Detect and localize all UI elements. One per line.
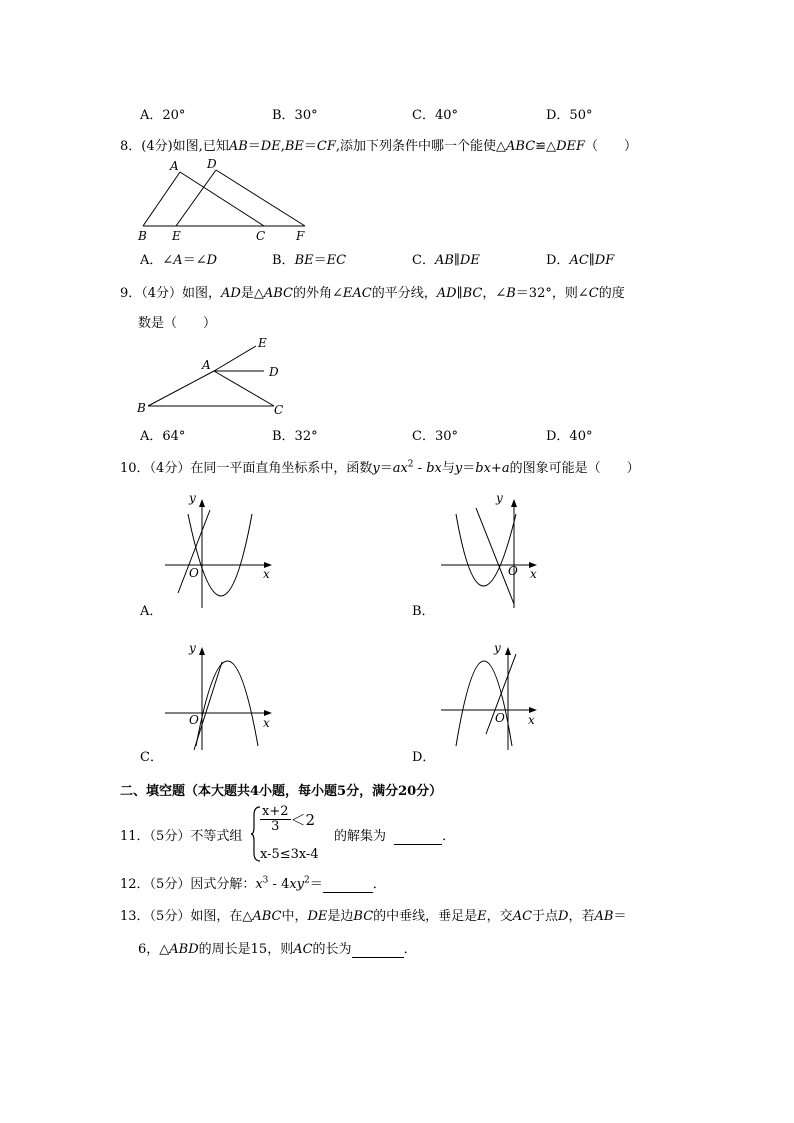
q13-stem-line2 (138, 938, 417, 958)
q13-e: E (477, 909, 487, 924)
q9-label-e: E (258, 336, 267, 350)
q12-mid: - 4 (268, 877, 290, 892)
q13-de: DE (307, 909, 328, 924)
q8-label-e: E (172, 229, 181, 243)
q8-opt-b-a: BE (294, 253, 314, 268)
q10-graph-d-svg (436, 638, 556, 753)
q12-pre: 12．（5分）因式分解： (120, 877, 256, 892)
q10-graph-b-svg (436, 488, 556, 613)
q8-opt-a-mid: ＝∠ (182, 253, 207, 268)
q9-abc: ABC (263, 286, 293, 301)
q11-post (334, 825, 455, 845)
q10-f2-eq: ＝ (462, 461, 476, 476)
q8-eq1: ＝ (247, 139, 261, 154)
q8-opt-c-key: C． (412, 253, 435, 268)
q9-stem-line1 (120, 282, 625, 301)
q12-sup2: 2 (304, 875, 310, 886)
q8-opt-a-pre: ∠ (162, 253, 174, 268)
q9-c: C (588, 286, 599, 301)
q8-opt-a-key: A． (140, 253, 163, 268)
q10-a-y-arrow (199, 499, 205, 507)
q8-opt-c-b: DE (459, 253, 480, 268)
q9-deg: 的度 (598, 286, 625, 301)
q13-ac2: AC (293, 942, 313, 957)
q9-label-d: D (269, 365, 279, 379)
q10-c-line (194, 662, 222, 750)
q7-option-b: B．30° (272, 108, 318, 123)
q10-b-y-arrow (511, 499, 517, 507)
q13-d: D (558, 909, 569, 924)
q10-a-parabola (188, 514, 252, 596)
q10-f1-y: y (372, 461, 380, 476)
q8-tri-def: DEF (556, 139, 585, 154)
q8-opt-c-mid: ∥ (453, 253, 460, 268)
q9-triangle-svg (134, 334, 294, 419)
q9-b: B (506, 286, 516, 301)
q8-cong: ≌△ (535, 139, 557, 154)
q11-ineq1 (260, 805, 315, 834)
q8-option-d (546, 249, 614, 268)
q8-label-a: A (170, 159, 179, 173)
q13-ab: AB (594, 909, 614, 924)
q13-mid3: 的中垂线，垂足是 (373, 909, 478, 924)
q8-comma: , (280, 139, 285, 154)
q9-figure (134, 334, 294, 419)
q8-figure (134, 156, 314, 246)
q10-c-y-label: y (189, 641, 196, 655)
q10-f1-eq: ＝ (379, 461, 393, 476)
q10-c-x-label: x (263, 716, 270, 730)
q9-eac: EAC (342, 286, 372, 301)
q8-opt-d-mid: ∥ (588, 253, 595, 268)
q10-a-y-label: y (189, 491, 196, 505)
q10-graph-a-svg (160, 488, 280, 613)
q13-stem-line1 (120, 905, 626, 924)
q11-end: ． (442, 829, 456, 844)
q10-d-y-label: y (494, 641, 501, 655)
q11-numerator: x+2 (262, 804, 289, 819)
q7-option-c: C．40° (412, 108, 458, 123)
q13-mid6: ，若 (568, 909, 595, 924)
q8-label-c: C (256, 229, 266, 243)
q8-stem-mid: ,添加下列条件中哪一个能使△ (335, 139, 507, 154)
q10-f1-sup: 2 (407, 459, 414, 470)
q8-cf: CF (316, 139, 336, 154)
q9-is: 是△ (240, 286, 264, 301)
q10-graph-a (160, 488, 280, 613)
q12-answer-blank[interactable] (323, 877, 373, 893)
q11-fraction (260, 805, 291, 834)
q11-post-text: 的解集为 (334, 829, 387, 844)
q12-xy: xy (289, 877, 305, 892)
q12-stem (120, 873, 386, 893)
q13-eq: ＝ (613, 909, 627, 924)
q9-par: ∥ (456, 286, 463, 301)
section-2-title: 二、填空题（本大题共4小题，每小题5分，满分20分） (120, 784, 443, 799)
q9-option-c: C．30° (412, 429, 458, 444)
q10-f1-ax: ax (392, 461, 408, 476)
q10-c-parabola (196, 661, 258, 746)
q9-option-a: A．64° (140, 429, 186, 444)
q12-end: ． (372, 877, 386, 892)
q10-f2-plus: + (490, 461, 502, 476)
q8-line-df (216, 170, 305, 226)
q13-mid2: 是边 (327, 909, 354, 924)
q9-line-ae (214, 346, 256, 371)
q8-option-b (272, 249, 346, 268)
q7-option-a: A．20° (140, 108, 186, 123)
q9-label-a: A (202, 358, 211, 372)
q13-pre: 13．（5分）如图，在△ (120, 909, 253, 924)
q8-line-ba (143, 172, 180, 226)
q8-opt-b-b: EC (326, 253, 347, 268)
q9-label-b: B (137, 401, 146, 415)
q13-line2c: 的长为 (312, 942, 352, 957)
q10-d-parabola (456, 661, 512, 746)
q10-option-d: D． (412, 750, 436, 765)
q8-opt-d-key: D． (546, 253, 570, 268)
q11-answer-blank[interactable] (394, 829, 442, 845)
q9-bisector: 的平分线， (371, 286, 437, 301)
q10-d-y-arrow (505, 647, 511, 655)
q8-triangles-svg (134, 156, 314, 246)
q10-f1-bx: bx (426, 461, 442, 476)
q13-mid4: ，交 (486, 909, 513, 924)
q8-opt-a-b: D (206, 253, 218, 268)
q10-pre: 10．（4分）在同一平面直角坐标系中，函数 (120, 461, 373, 476)
q10-graph-c (160, 638, 280, 753)
q8-eq2: ＝ (303, 139, 317, 154)
q9-outer: 的外角∠ (293, 286, 343, 301)
q8-label-d: D (207, 157, 217, 171)
q13-mid1: 中， (281, 909, 308, 924)
q13-abc: ABC (252, 909, 282, 924)
q9-pre: 9．（4分）如图， (120, 286, 222, 301)
q8-stem-text: 8．(4分)如图,已知 (120, 139, 229, 154)
q8-opt-b-mid: ＝ (313, 253, 327, 268)
q9-option-b: B．32° (272, 429, 318, 444)
q9-option-d: D．40° (546, 429, 593, 444)
q9-eq32: ＝32°，则∠ (515, 286, 589, 301)
q10-d-x-label: x (528, 713, 535, 727)
q11-denominator: 3 (271, 819, 280, 834)
q10-f1-minus: - (413, 461, 427, 476)
q12-eq: ＝ (309, 877, 323, 892)
q8-option-c (412, 249, 480, 268)
q10-b-y-label: y (496, 491, 503, 505)
q10-b-line (476, 508, 514, 604)
q10-f2-a: a (501, 461, 510, 476)
q8-be: BE (284, 139, 304, 154)
q8-label-f: F (296, 229, 305, 243)
q10-option-c: C． (140, 750, 163, 765)
q13-line2b: 的周长是15，则 (198, 942, 294, 957)
q10-option-b: B． (412, 604, 435, 619)
q9-line-ac (214, 371, 274, 406)
q10-option-a: A． (140, 604, 163, 619)
q11-ineq2: x-5≤3x-4 (260, 847, 319, 862)
q8-opt-c-a: AB (434, 253, 454, 268)
q13-answer-blank[interactable] (352, 942, 404, 958)
q12-sup3: 3 (262, 875, 269, 886)
q10-d-origin: O (495, 711, 505, 725)
q8-opt-d-a: AC (569, 253, 589, 268)
q10-graph-b (436, 488, 556, 613)
q8-option-a (140, 249, 217, 268)
q9-ad: AD (221, 286, 241, 301)
q8-stem (120, 135, 637, 154)
q10-c-origin: O (189, 713, 199, 727)
q10-a-line (178, 510, 210, 593)
q11-inequality-system (250, 805, 340, 863)
q8-tri-abc: ABC (506, 139, 536, 154)
q13-line2a: 6，△ (138, 942, 170, 957)
q8-opt-a-a: A (173, 253, 183, 268)
q7-option-d: D．50° (546, 108, 593, 123)
q10-with: 与 (441, 461, 455, 476)
q8-opt-b-key: B． (272, 253, 295, 268)
q8-label-b: B (138, 229, 147, 243)
q10-b-origin: O (508, 564, 518, 578)
q11-pre: 11．（5分）不等式组 (120, 829, 243, 844)
q10-f2-bx: bx (475, 461, 491, 476)
q10-b-x-label: x (530, 567, 537, 581)
q9-stem-line2: 数是（ ） (138, 316, 217, 331)
q11-lt2: ＜2 (290, 811, 316, 829)
q10-a-x-label: x (263, 567, 270, 581)
q10-stem (120, 457, 640, 476)
q9-label-c: C (274, 403, 284, 417)
q12-x: x (255, 877, 263, 892)
q13-bc: BC (353, 909, 374, 924)
q10-post: 的图象可能是（ ） (509, 461, 640, 476)
q8-de: DE (260, 139, 281, 154)
q8-paren: （ ） (585, 139, 638, 154)
q13-mid5: 于点 (532, 909, 559, 924)
q9-comma: ，∠ (482, 286, 507, 301)
q8-opt-d-b: DF (594, 253, 615, 268)
q9-bc: BC (462, 286, 483, 301)
q10-b-parabola (456, 514, 516, 586)
q13-ac: AC (512, 909, 533, 924)
q10-f2-y: y (454, 461, 463, 476)
q10-c-y-arrow (199, 647, 205, 655)
q9-line-ba (148, 371, 214, 406)
q8-line-ac (180, 172, 264, 226)
q13-end: ． (403, 942, 417, 957)
q10-a-origin: O (189, 566, 199, 580)
q8-line-ed (176, 170, 216, 226)
q10-graph-c-svg (160, 638, 280, 753)
q13-abd: ABD (169, 942, 199, 957)
q9-ad2: AD (436, 286, 457, 301)
q10-graph-d (436, 638, 556, 753)
q8-ab: AB (228, 139, 248, 154)
